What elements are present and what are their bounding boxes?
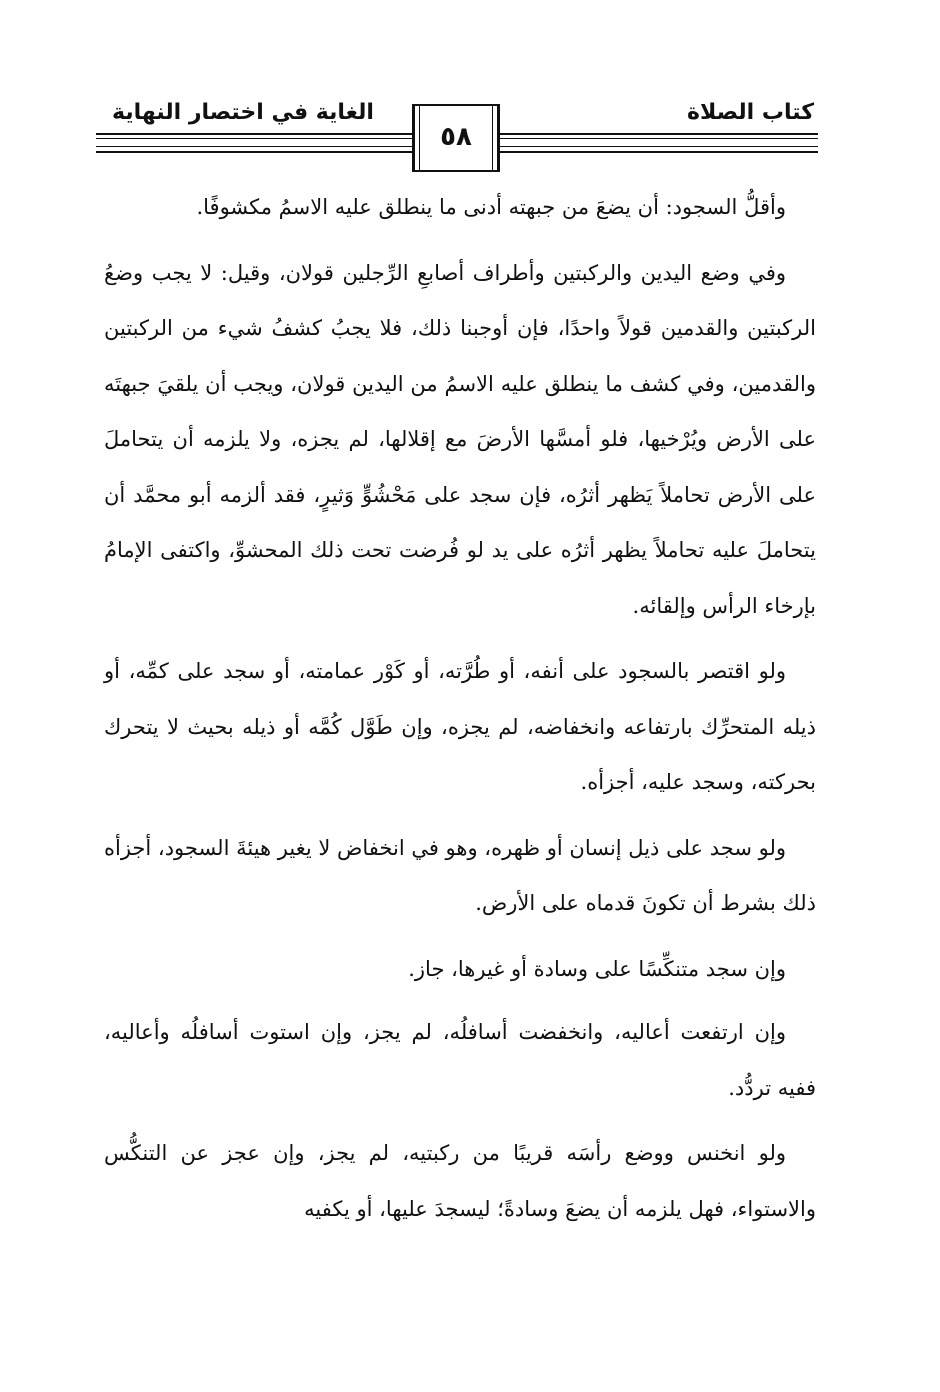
- paragraph: ولو انخنس ووضع رأسَه قريبًا من ركبتيه، لم يجز، وإن عجز عن التنكُّس والاستواء، فهل يلزمه أن يضعَ وسادةً؛ ليسجدَ عليها، أو يكفيه: [104, 1141, 816, 1221]
- paragraph: وأقلُّ السجود: أن يضعَ من جبهته أدنى ما ينطلق عليه الاسمُ مكشوفًا.: [196, 195, 786, 219]
- paragraph: ولو سجد على ذيل إنسان أو ظهره، وهو في انخفاض لا يغير هيئةَ السجود، أجزأه ذلك بشرط أن تكونَ قدماه على الأرض.: [104, 835, 816, 915]
- paragraph: وفي وضع اليدين والركبتين وأطراف أصابعِ الرِّجلين قولان، وقيل: لا يجب وضعُ الركبتين والقدمين قولاً واحدًا، فإن أوجبنا ذلك، فلا يجبُ كشفُ شيء من الركبتين والقدمين، وفي كشف ما ينطلق عليه الاسمُ من اليدين قولان، ويجب أن يلقيَ جبهتَه على الأرض ويُرْخيها، فلو أمسَّها الأرضَ مع إقلالها، لم يجزه، ولا يلزمه أن يتحاملَ على الأرض تحاملاً يَظهر أثرُه، فإن سجد على مَحْشُوٍّ وَثيرٍ، فقد ألزمه أبو محمَّد أن يتحاملَ عليه تحاملاً يظهر أثرُه على يد لو فُرضت تحت ذلك المحشوِّ، واكتفى الإمامُ بإرخاء الرأس وإلقائه.: [104, 260, 816, 618]
- body-text: [104, 180, 816, 1247]
- paragraph: ولو اقتصر بالسجود على أنفه، أو طُرَّته، أو كَوْر عمامته، أو سجد على كمِّه، أو ذيله المتحرِّك بارتفاعه وانخفاضه، لم يجزه، وإن طَوَّل كُمَّه أو ذيله بحيث لا يتحرك بحركته، وسجد عليه، أجزأه.: [104, 659, 816, 794]
- paragraph: وإن سجد متنكِّسًا على وسادة أو غيرها، جاز.: [408, 956, 786, 981]
- paragraph: وإن ارتفعت أعاليه، وانخفضت أسافلُه، لم يجز، وإن استوت أسافلُه وأعاليه، ففيه تردُّد.: [104, 1020, 816, 1100]
- page-number: ٥٨: [440, 122, 472, 152]
- page-number-frame: [412, 104, 500, 172]
- book-title: الغاية في اختصار النهاية: [112, 100, 374, 125]
- chapter-title: كتاب الصلاة: [687, 100, 814, 125]
